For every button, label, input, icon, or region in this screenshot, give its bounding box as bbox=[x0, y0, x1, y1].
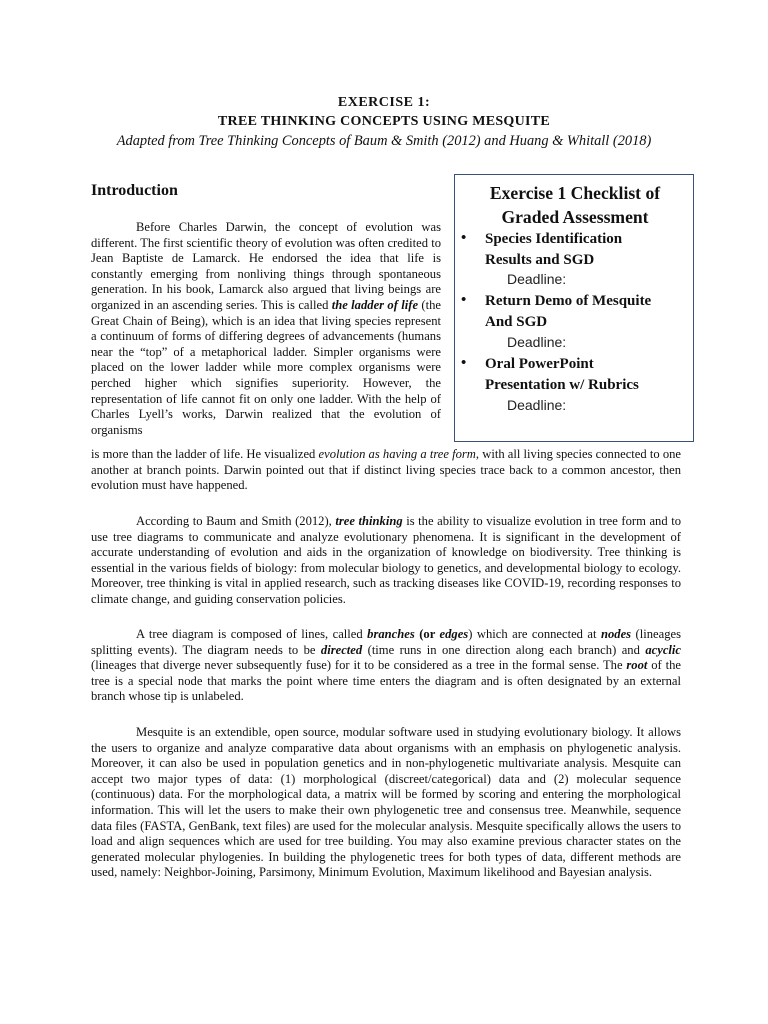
deadline-label: Deadline: bbox=[507, 397, 567, 413]
checklist-item-line: Presentation w/ Rubrics bbox=[485, 377, 639, 393]
checklist-item bbox=[485, 291, 690, 333]
term-nodes: nodes bbox=[600, 627, 632, 641]
paragraph-tree-diagram: A tree diagram is composed of lines, called branches (or edges) which are connected at nodes (lineages splitting events). The diagram needs to be directed (time runs in one direction along each branch) and acyclic (lineages that diverge never subsequently fuse) for it to be considered as a tree in the formal sense. The root of the tree is a special node that marks the point where time enters the diagram and is often designated by an external branch whose tip is unlabeled. bbox=[91, 627, 681, 704]
exercise-number: EXERCISE 1: bbox=[337, 95, 431, 110]
term-acyclic: acyclic bbox=[645, 642, 681, 657]
bullet-icon: • bbox=[461, 292, 467, 308]
term-directed: directed bbox=[320, 642, 363, 657]
term-tree-thinking: tree thinking bbox=[335, 514, 403, 528]
checklist-item-line: Results and SGD bbox=[485, 252, 595, 268]
checklist-item-line: Species Identification bbox=[485, 231, 623, 247]
checklist-title-line-2: Graded Assessment bbox=[501, 207, 649, 227]
checklist-box bbox=[454, 174, 694, 442]
introduction-heading: Introduction bbox=[91, 182, 178, 199]
bullet-icon: • bbox=[461, 230, 467, 246]
paragraph-tree-thinking: According to Baum and Smith (2012), tree thinking is the ability to visualize evolution in tree form and to use tree diagrams to communicate and analyze evolutionary phenomena. It is significant in the development of accurate understanding of evolution and aids in the organization of knowledge on biodiversity. Tree thinking is essential in the various fields of biology: from molecular biology to genetics, and developmental biology to ecology. Moreover, tree thinking is vital in applied research, such as tracking diseases like COVID-19, recording responses to climate change, and guiding conservation policies. bbox=[91, 514, 681, 606]
deadline-label: Deadline: bbox=[507, 271, 567, 287]
checklist-title bbox=[455, 181, 695, 229]
term-edges: edges bbox=[439, 627, 469, 641]
exercise-title: TREE THINKING CONCEPTS USING MESQUITE bbox=[217, 114, 551, 129]
term-root: root bbox=[626, 658, 648, 673]
deadline-label: Deadline: bbox=[507, 334, 567, 350]
paragraph-mesquite: Mesquite is an extendible, open source, modular software used in studying evolutionary biology. It allows the users to organize and analyze comparative data about organisms with an emphasis on phylogenetic analysis. Moreover, it can also be used in population genetics and in non-phylogenetic multivariate analysis. Mesquite can accept two major types of data: (1) morphological (discreet/categorical) data and (2) molecular sequence (continuous) data. For the morphological data, a matrix will be formed by scoring and entering the morphological information. This will let the users to make their own phylogenetic tree and consensus tree. Meanwhile, sequence data files (FASTA, GenBank, text files) are used for the molecular analysis. Mesquite specifically allows the users to load and align sequences which are used for tree building. You may also examine previous character states on the generated molecular phylogenies. In building the phylogenetic trees for both types of data, different methods are used, namely: Neighbor-Joining, Parsimony, Minimum Evolution, Maximum likelihood and Bayesian analysis. bbox=[91, 725, 681, 880]
paragraph-darwin-left: Before Charles Darwin, the concept of evolution was different. The first scientific theory of evolution was often credited to Jean Baptiste de Lamarck. He endorsed the idea that life is constantly emerging from nonliving things through spontaneous generation. In his book, Lamarck also argued that living beings are organized in an ascending series. This is called the ladder of life (the Great Chain of Being), which is an idea that living species represent a continuum of forms of differing degrees of advancements (humans near the “top” of a metaphorical ladder. Simpler organisms were placed on the lower ladder while more complex organisms were perched higher which signifies superiority. However, the representation of life cannot fit on only one ladder. With the help of Charles Lyell’s works, Darwin realized that the evolution of organisms bbox=[91, 220, 441, 437]
term-branches: branches bbox=[367, 627, 415, 641]
checklist-title-line-1: Exercise 1 Checklist of bbox=[489, 183, 661, 203]
checklist-item bbox=[485, 354, 690, 396]
checklist-item-line: And SGD bbox=[485, 314, 548, 330]
bullet-icon: • bbox=[461, 355, 467, 371]
paragraph-darwin-continued: is more than the ladder of life. He visualized evolution as having a tree form, with all living species connected to one another at branch points. Darwin pointed out that if distinct living species trace back to a common ancestor, then evolution must have happened. bbox=[91, 447, 682, 493]
checklist-item bbox=[485, 229, 690, 271]
term-ladder-of-life: the ladder of life bbox=[331, 297, 419, 312]
checklist-item-line: Return Demo of Mesquite bbox=[485, 293, 652, 309]
term-tree-form: evolution as having a tree form bbox=[318, 447, 476, 461]
exercise-subtitle: Adapted from Tree Thinking Concepts of Baum & Smith (2012) and Huang & Whitall (2018) bbox=[116, 133, 652, 149]
checklist-item-line: Oral PowerPoint bbox=[485, 356, 594, 372]
